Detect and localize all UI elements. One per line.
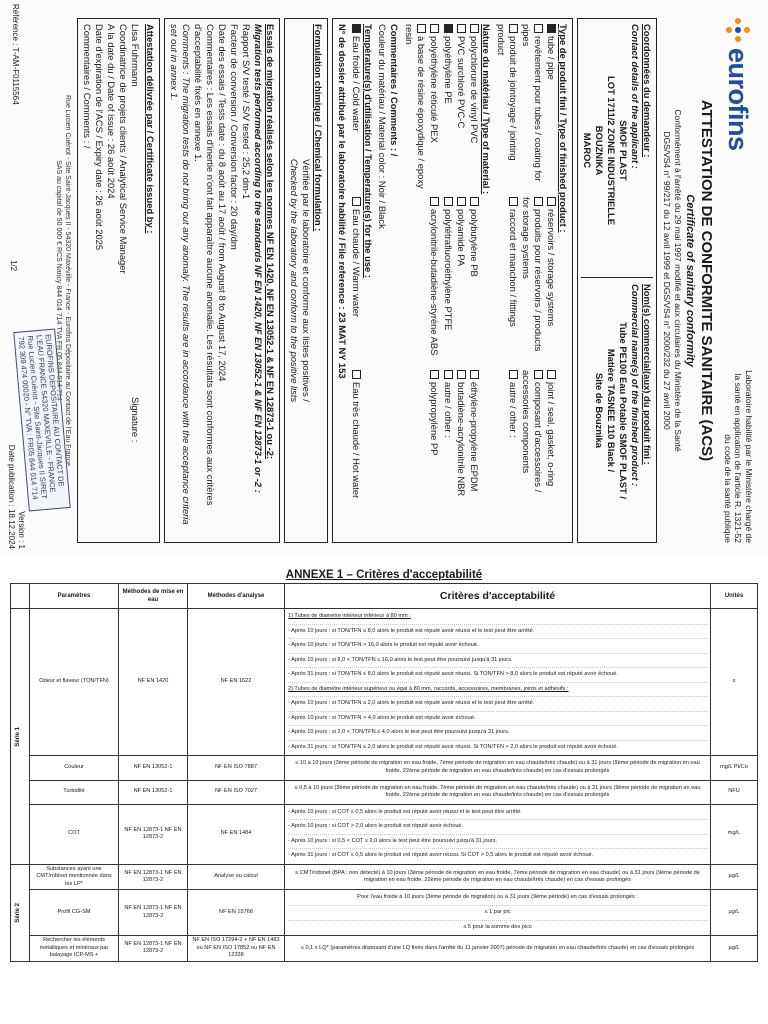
version: Version : 1 (17, 511, 26, 549)
temperature-option (350, 24, 362, 191)
table-row (11, 936, 758, 962)
temperature-option-label: Eau très chaude / Hot water (351, 382, 363, 499)
signature-label: Signature : (129, 397, 141, 443)
product-block (581, 277, 653, 537)
criteria-line: - Après 31 jours : si TON/TFN ≤ 8,0 alors le produit est réputé avoir réussi. Si TON/TFN > 8,0 alors le produit est réputé avoir échoué. (288, 668, 707, 683)
unit-cell: mg/L Pt/Co (711, 756, 758, 780)
criteria-line: - Après 10 jours : si COT > 2,0 alors le produit est réputé avoir échoué. (288, 820, 707, 835)
criteria-line: ≤ 1 par pic (288, 906, 707, 921)
material-option-label: polyéthylène PE (442, 36, 454, 104)
material-option-label: PVC surchloré PVC-C (455, 36, 467, 129)
param-cell: Turbidité (30, 780, 119, 804)
tests-comment-en: Comments : The migration tests do not bring out any anomaly. The results are in accordance with the acceptance criteria set out in annex 1. (168, 24, 192, 525)
issuer-role: Coordinatrice de projets clients / Analytical Service Manager (117, 24, 129, 274)
checkbox-icon[interactable] (352, 370, 361, 379)
criteria-cell (285, 804, 711, 864)
criteria-line: ≤ 5 pour la somme des pics (463, 923, 532, 930)
material-colour: Couleur du matériau / Material color : Noir / Black (377, 24, 389, 229)
material-option (468, 370, 480, 537)
product-type-option (545, 370, 557, 537)
certificate-title: ATTESTATION DE CONFORMITE SANITAIRE (ACS) (698, 99, 715, 462)
material-option (455, 197, 467, 364)
checked-box-icon[interactable] (444, 24, 453, 33)
method-water-cell: NF EN 12873-1 NF EN 12873-2 (119, 864, 188, 890)
param-cell: Substances ayant une CMT/robinet mentionnée dans les LP* (30, 864, 119, 890)
unit-cell: mg/L (711, 804, 758, 864)
company-stamp: EUROFINS DEPOSITAIRE AU CONTACT DE L'EAU FRANCE 54320 MAXEVILLE - FRANCE Rue Lucien Cuénot - Site Saint-Jacques II SIRET 792 309 474 00020 - N° TVA : FR05 844 014 714 (13, 329, 71, 512)
eurofins-logo (721, 18, 756, 151)
method-water-cell: NF EN 12873-1 NF EN 12873-2 (119, 936, 188, 962)
product-type-box (332, 18, 573, 543)
formulation-en: Checked by the laboratory and conform to the positive lists (289, 158, 301, 403)
criteria-line: ≤ 10 à 10 jours (3ème période de migration en eau froide, 7ème période de migration en eau chaude/très chaude) ou à 31 jours (9ème période de migration en eau froide, 22ème période de migration en eau chaude/très chaude) en cas d'essais prolongés (295, 760, 700, 775)
criteria-line: ≤ 0,1 x LQ* (paramètres disposant d'une LQ fixée dans l'arrêté du 11 janvier 2007) période de migration en eau chaude/très chaude) en cas d'essais prolongés (300, 944, 695, 951)
temperature-heading: Température(s) d'utilisation / Temperature(s) for the use : (363, 24, 375, 279)
formulation-fr: Vérifiée par le laboratoire et conforme aux listes positives / (301, 159, 313, 402)
header-unit: Unités (711, 584, 758, 609)
param-cell: Odeur et flaveur (TON/TFN) (30, 609, 119, 756)
checkbox-icon[interactable] (457, 24, 466, 33)
method-analysis-cell: NF EN ISO 7027 (188, 780, 285, 804)
table-row (11, 864, 758, 890)
formulation-heading: Formulation chimique / Chemical formulation : (313, 24, 325, 232)
footer-line-1: Rue Lucien Cuénot - Site Saint-Jacques II - 54320 Maxéville - France - Eurofins Dépositaire au Contact de l'Eau France (63, 95, 71, 466)
material-option (468, 24, 480, 191)
criteria-cell (285, 864, 711, 890)
checkbox-icon[interactable] (509, 197, 518, 206)
material-option (428, 24, 440, 191)
page-number: 1/2 (9, 260, 18, 272)
product-line: Site de Bouznika (593, 372, 605, 448)
publication-date: Date publication : 18.12.2024 (6, 444, 16, 549)
issued-heading: Attestation délivrée par / Certificate issued by : (144, 24, 156, 234)
unit-cell: s (711, 609, 758, 756)
temperature-option-label: Eau chaude / Warm water (351, 209, 363, 318)
checked-box-icon[interactable] (352, 24, 361, 33)
criteria-cell (285, 756, 711, 780)
serie-cell (11, 609, 30, 865)
param-cell: Profil CG-SM (30, 890, 119, 936)
material-option (441, 370, 453, 537)
product-heading: Nom(s) commercial(aux) du produit fini : (641, 284, 653, 465)
product-type-option (520, 370, 544, 537)
checkbox-icon[interactable] (430, 197, 439, 206)
annex-title: ANNEXE 1 – Critères d'acceptabilité (285, 569, 483, 581)
material-option (468, 197, 480, 364)
product-type-option-label: raccord et manchon / fittings (507, 209, 519, 327)
header-serie (11, 584, 30, 609)
table-header-row (11, 584, 758, 609)
criteria-line: Pour l'eau froide à 10 jours (3ème période de migration) ou à 31 jours (9ème période) en cas d'essais prolongés : (288, 891, 707, 906)
param-cell: COT (30, 804, 119, 864)
unit-cell: µg/L (711, 936, 758, 962)
header-criteria: Critères d'acceptabilité (285, 584, 711, 609)
criteria-line: ≤ 0,5 à 10 jours (3ème période de migration en eau froide, 7ème période de migration en eau chaude/très chaude) ou à 31 jours (9ème période de migration en eau froide, 22ème période de migration en eau chaude/très chaude) en cas d'essais prolongés (294, 784, 701, 799)
material-option-label: acrylonitrile-butadiène-styrène ABS (429, 209, 441, 356)
product-type-option-label: revêtement pour tubes / coating for pipes (520, 24, 544, 182)
checkbox-icon[interactable] (457, 370, 466, 379)
method-water-cell: NF EN 1420 (119, 609, 188, 756)
material-option (455, 370, 467, 537)
checkbox-icon[interactable] (509, 24, 518, 33)
material-option (455, 24, 467, 191)
method-water-cell: NF EN 12873-1 NF EN 12873-2 (119, 804, 188, 864)
product-line: Tube PE100 Eau Potable SMOF PLAST / (617, 322, 629, 499)
checkbox-icon[interactable] (509, 370, 518, 379)
criteria-line: - Après 10 jours : si TON/TFN > 4,0 alors le produit est réputé avoir échoué. (288, 712, 707, 727)
applicant-product-box (577, 18, 657, 543)
checkbox-icon[interactable] (444, 197, 453, 206)
tests-heading-en: Migration tests performed according to the standards NF EN 1420, NF EN 13052-1 & NF EN 12873-1 or -2 : (253, 24, 265, 493)
reference: Référence : T-AM-F0115564 (11, 4, 20, 105)
material-option (428, 370, 440, 537)
checked-box-icon[interactable] (547, 24, 556, 33)
tests-heading: Essais de migration réalisés selon les normes NF EN 1420, NF EN 13052-1 & NF EN 12873-1 ou -2: (265, 24, 277, 460)
table-row (11, 890, 758, 936)
checkbox-icon[interactable] (352, 197, 361, 206)
logo-text: eurofins (723, 48, 754, 151)
applicant-heading-en: Contact details of the applicant : (629, 24, 641, 169)
material-option (441, 197, 453, 364)
material-heading: Nature du matériau / Type of material : (480, 24, 492, 195)
conversion-factor: Facteur de conversion / Conversion factor : 20 day/dm (229, 24, 241, 250)
header-method-analysis: Méthodes d'analyse (188, 584, 285, 609)
product-type-option-label: autre / other : (507, 382, 519, 438)
serie-label: Série 1 (15, 726, 21, 747)
table-row (11, 609, 758, 756)
header-method-water: Méthodes de mise en eau (119, 584, 188, 609)
certificate-subtitle: Certificate of sanitary conformity (683, 194, 696, 367)
file-reference: N° de dossier attribué par le laboratoire habilité / File reference : 23 MAT NY 153 (337, 24, 349, 379)
unit-cell: µg/L (711, 864, 758, 890)
product-type-option (520, 197, 544, 364)
applicant-heading: Coordonnées du demandeur : (641, 24, 653, 158)
criteria-line: - Après 31 jours : si COT ≤ 0,5 alors le produit est réputé avoir réussi. Si COT > 0,5 alors le produit est réputé avoir échoué. (288, 852, 594, 859)
material-comments: Commentaires / Comments : / (389, 24, 401, 157)
checkbox-icon[interactable] (457, 197, 466, 206)
material-option-label: polypropylène PP (429, 382, 441, 456)
table-row (11, 756, 758, 780)
tests-dates: Date des essais / Tests date : du 8 août au 17 août / from August 8 to August 17, 2024 (217, 24, 229, 382)
applicant-line: BOUZNIKA (593, 125, 605, 176)
material-option-label: polyéthylène réticulé PEX (429, 36, 441, 143)
criteria-cell (285, 936, 711, 962)
criteria-line: - Après 10 jours : si TON/TFN ≤ 8,0 alors le produit est réputé avoir réussi et le test peut être arrêté. (288, 625, 707, 640)
product-type-option (545, 197, 557, 364)
decree-line-2: DGS/VS4 n° 99/217 du 12 avril 1999 et DGS/VS4 n° 2000/232 du 27 avril 2000 (661, 131, 672, 430)
checkbox-icon[interactable] (547, 370, 556, 379)
product-line: Matière TASNEE 110 Black / (605, 348, 617, 473)
checkbox-icon[interactable] (470, 370, 479, 379)
param-cell: Couleur (30, 756, 119, 780)
footer-line-2: SAS au capital de 50 000 € RCS Nancy 844 014 714 TVA FR 05 844 014 714 (54, 160, 62, 401)
serie-label: Série 2 (15, 902, 21, 923)
product-type-heading: Type de produit fini / Type of finished product : (557, 24, 569, 233)
applicant-line: LOT 1711/2 ZONE INDUSTRIELLE (605, 76, 617, 225)
unit-cell: µg/L (711, 890, 758, 936)
formulation-box (284, 18, 328, 543)
material-option (403, 24, 427, 191)
expiry-date: Date d'expiration de l'ACS / Expiry date : 26 août 2025 (93, 24, 105, 251)
material-option (441, 24, 453, 191)
criteria-line: 2) Tubes de diamètre intérieur supérieur ou égal à 80 mm, raccords, accessoires, membranes, joints et adhésifs : (288, 683, 707, 698)
criteria-line: - Après 10 jours : si TON/TFN > 16,0 alors le produit est réputé avoir échoué. (288, 639, 707, 654)
checkbox-icon[interactable] (534, 197, 543, 206)
criteria-line: - Après 10 jours : si TON/TFN ≤ 2,0 alors le produit est réputé avoir réussi et le test peut être arrêté. (288, 697, 707, 712)
product-type-option (495, 370, 519, 537)
applicant-line: SMOF PLAST (617, 120, 629, 181)
checkbox-icon[interactable] (547, 197, 556, 206)
method-water-cell: NF EN 13052-1 (119, 780, 188, 804)
product-type-option-label: produit de jointoyage / jointing product (495, 24, 519, 161)
product-type-option-label: tube / pipe (545, 36, 557, 80)
criteria-line: ≤ CMT/robinet (BPA : non détecté) à 10 jours (3ème période de migration en eau froide, 7ème période de migration en eau chaude) ou à 31 jours (9ème période de migration en eau froide, 22ème période de migration en eau chaude/très chaude) en cas d'essais prolongés (295, 869, 700, 884)
product-type-option-label: composant d'accessoires / accessories components (520, 370, 544, 493)
table-row (11, 804, 758, 864)
eurofins-dots-icon (726, 18, 750, 42)
temperature-option (350, 370, 362, 537)
temperature-option (350, 197, 362, 364)
method-water-cell: NF EN 12873-1 NF EN 12873-2 (119, 890, 188, 936)
checkbox-icon[interactable] (417, 24, 426, 33)
method-analysis-cell: NF EN 1484 (188, 804, 285, 864)
material-option-label: polychlorure de vinyl PVC (468, 36, 480, 144)
product-type-option (520, 24, 544, 191)
method-analysis-cell: Analyse ou calcul (188, 864, 285, 890)
checkbox-icon[interactable] (470, 197, 479, 206)
criteria-line: - Après 10 jours : si 8,0 < TON/TFN ≤ 16,0 alors le test peut être poursuivi jusqu'à 31 jours. (288, 654, 707, 669)
method-analysis-cell: NF EN 15768 (188, 890, 285, 936)
material-options (403, 24, 479, 537)
temperature-option-label: Eau froide / Cold water (351, 36, 363, 132)
product-type-option (495, 24, 519, 191)
publication-meta (6, 445, 26, 549)
checkbox-icon[interactable] (534, 370, 543, 379)
material-option-label: polyamide PA (455, 209, 467, 267)
criteria-cell (285, 890, 711, 936)
criteria-cell (285, 609, 711, 756)
checkbox-icon[interactable] (534, 24, 543, 33)
material-option-label: autre / other : (442, 382, 454, 438)
criteria-line: - Après 31 jours : si TON/TFN ≤ 2,0 alors le produit est réputé avoir réussi. Si TON/TFN > 2,0 alors le produit est réputé avoir échoué. (288, 743, 618, 750)
material-option-label: butadiène-acrylonitrile NBR (455, 382, 467, 497)
material-option-label: polytétrafluoroéthylène PTFE (442, 209, 454, 331)
method-analysis-cell: NF EN 1622 (188, 609, 285, 756)
criteria-line: - Après 10 jours : si 0,5 < COT ≤ 2,0 alors le test peut être poursuivi jusqu'à 31 jours. (288, 835, 707, 850)
criteria-line: 1) Tubes de diamètre intérieur inférieur à 80 mm : (288, 610, 707, 625)
material-option-label: éthylène-propylène EPDM (468, 382, 480, 492)
tests-box (164, 18, 280, 543)
issue-date: A la date du / Date of issue : 26 août 2024 (105, 24, 117, 199)
applicant-line: MAROC (581, 132, 593, 169)
applicant-block (581, 24, 653, 277)
product-type-option-label: joint / seal, gasket, o-ring (545, 382, 557, 487)
temperature-options (350, 24, 362, 537)
method-water-cell: NF EN 13052-1 (119, 756, 188, 780)
issuer-name: Lisa Fuhrmann (129, 24, 141, 87)
issuer-box (77, 18, 160, 543)
table-row (11, 780, 758, 804)
material-option-label: à base de résine époxydique / epoxy resin (404, 24, 428, 189)
product-type-option (545, 24, 557, 191)
method-analysis-cell: NF EN ISO 7887 (188, 756, 285, 780)
header-param: Paramètres (30, 584, 119, 609)
material-option-label: polybutylène PB (468, 209, 480, 277)
serie-cell (11, 864, 30, 961)
checkbox-icon[interactable] (430, 370, 439, 379)
criteria-line: - Après 10 jours : si COT ≤ 0,5 alors le produit est réputé avoir réussi et le test peut être arrêté. (288, 806, 707, 821)
acceptance-criteria-table (10, 583, 758, 962)
checkbox-icon[interactable] (444, 370, 453, 379)
product-type-option-label: produits pour réservoirs / products for storage systems (520, 197, 544, 352)
param-cell: Rechercher les éléments métalliques et minéraux par balayage ICP-MS + (30, 936, 119, 962)
material-option (428, 197, 440, 364)
decree-line-1: Conformément à l'arrêté du 29 mai 1997 modifié et aux circulaires du Ministère de la Santé (672, 109, 683, 452)
certificate-comments: Commentaires / Comments : / (81, 24, 93, 149)
product-type-option-label: réservoirs / storage systems (545, 209, 557, 327)
product-type-options (495, 24, 557, 537)
criteria-cell (285, 780, 711, 804)
product-type-option (495, 197, 519, 364)
method-analysis-cell: NF EN ISO 17294-2 + NF EN 1483 ou NF EN ISO 17852 ou NF EN 12338 (188, 936, 285, 962)
lab-accreditation-note: Laboratoire habilité par le Ministère chargé de la santé en application de l'article R. 1321-52 du code de la santé publique (722, 370, 755, 543)
criteria-line: - Après 10 jours : si 2,0 < TON/TFN ≤ 4,0 alors le test peut être poursuivi jusqu'à 31 jours. (288, 726, 707, 741)
checkbox-icon[interactable] (430, 24, 439, 33)
annex-page (0, 555, 768, 1024)
unit-cell: NFU (711, 780, 758, 804)
sv-ratio: Rapport S/V testé / S/V tested : 25,2 dm-1 (241, 24, 253, 200)
checkbox-icon[interactable] (470, 24, 479, 33)
tests-comment: Commentaires : Les essais d'inertie n'ont fait apparaître aucune anomalie. Les résultats sont conformes aux critères d'acceptabilité fixés en annexe 1. (192, 24, 216, 506)
product-heading-en: Commercial name(s) of the finished product : (629, 284, 641, 487)
